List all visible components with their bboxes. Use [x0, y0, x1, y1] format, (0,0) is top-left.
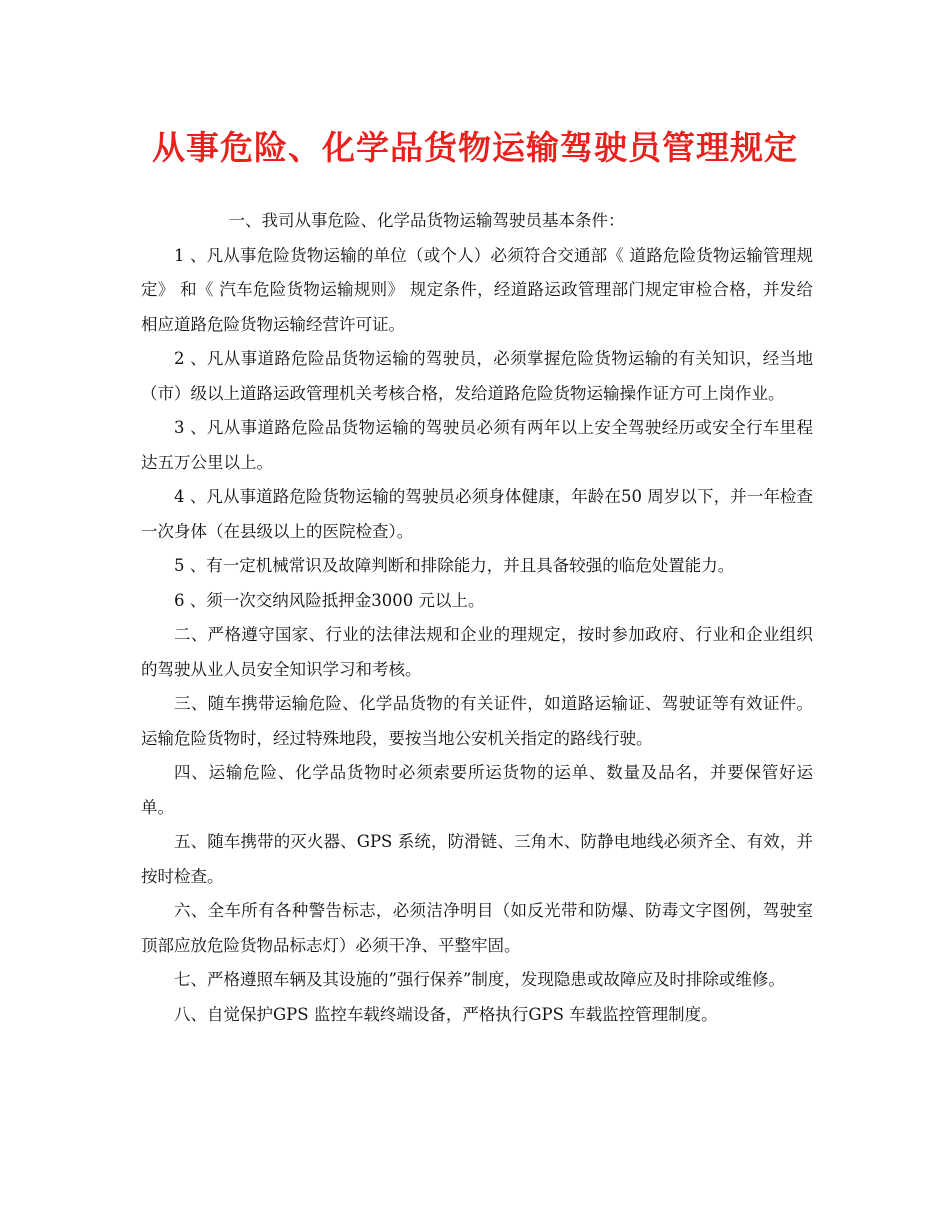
paragraph-section-3: 三、随车携带运输危险、化学品货物的有关证件，如道路运输证、驾驶证等有效证件。运输危险货物时，经过特殊地段，要按当地公安机关指定的路线行驶。 — [141, 694, 813, 748]
paragraph-section-5: 五、随车携带的灭火器、GPS 系统，防滑链、三角木、防静电地线必须齐全、有效，并按时检查。 — [141, 832, 813, 886]
paragraph-section-2: 二、严格遵守国家、行业的法律法规和企业的理规定，按时参加政府、行业和企业组织的驾驶从业人员安全知识学习和考核。 — [141, 625, 813, 679]
paragraph-section-4: 四、运输危险、化学品货物时必须索要所运货物的运单、数量及品名，并要保管好运单。 — [141, 763, 813, 817]
paragraph-section-1-heading: 一、我司从事危险、化学品货物运输驾驶员基本条件： — [228, 211, 625, 230]
document-title: 从事危险、化学品货物运输驾驶员管理规定 — [152, 128, 798, 167]
paragraph-item-6: 6 、须一次交纳风险抵押金3000 元以上。 — [174, 590, 485, 610]
paragraph-item-4: 4 、凡从事道路危险货物运输的驾驶员必须身体健康，年龄在50 周岁以下，并一年检查一次身体（在县级以上的医院检查）。 — [141, 487, 813, 541]
paragraph-section-6: 六、全车所有各种警告标志，必须洁净明目（如反光带和防爆、防毒文字图例，驾驶室顶部应放危险货物品标志灯）必须干净、平整牢固。 — [141, 901, 813, 955]
paragraph-section-7: 七、严格遵照车辆及其设施的”强行保养”制度，发现隐患或故障应及时排除或维修。 — [174, 970, 785, 989]
document-body — [141, 204, 813, 1032]
paragraph-item-1: 1 、凡从事危险货物运输的单位（或个人）必须符合交通部《 道路危险货物运输管理规定》 和《 汽车危险货物运输规则》 规定条件，经道路运政管理部门规定审检合格，并发给相应道路危险货物运输经营许可证。 — [141, 245, 813, 334]
paragraph-item-5: 5 、有一定机械常识及故障判断和排除能力，并且具备较强的临危处置能力。 — [174, 556, 735, 575]
paragraph-item-3: 3 、凡从事道路危险品货物运输的驾驶员必须有两年以上安全驾驶经历或安全行车里程达五万公里以上。 — [141, 418, 813, 472]
paragraph-item-2: 2 、凡从事道路危险品货物运输的驾驶员，必须掌握危险货物运输的有关知识，经当地（市）级以上道路运政管理机关考核合格，发给道路危险货物运输操作证方可上岗作业。 — [141, 349, 813, 403]
paragraph-section-8: 八、自觉保护GPS 监控车载终端设备，严格执行GPS 车载监控管理制度。 — [174, 1004, 718, 1024]
